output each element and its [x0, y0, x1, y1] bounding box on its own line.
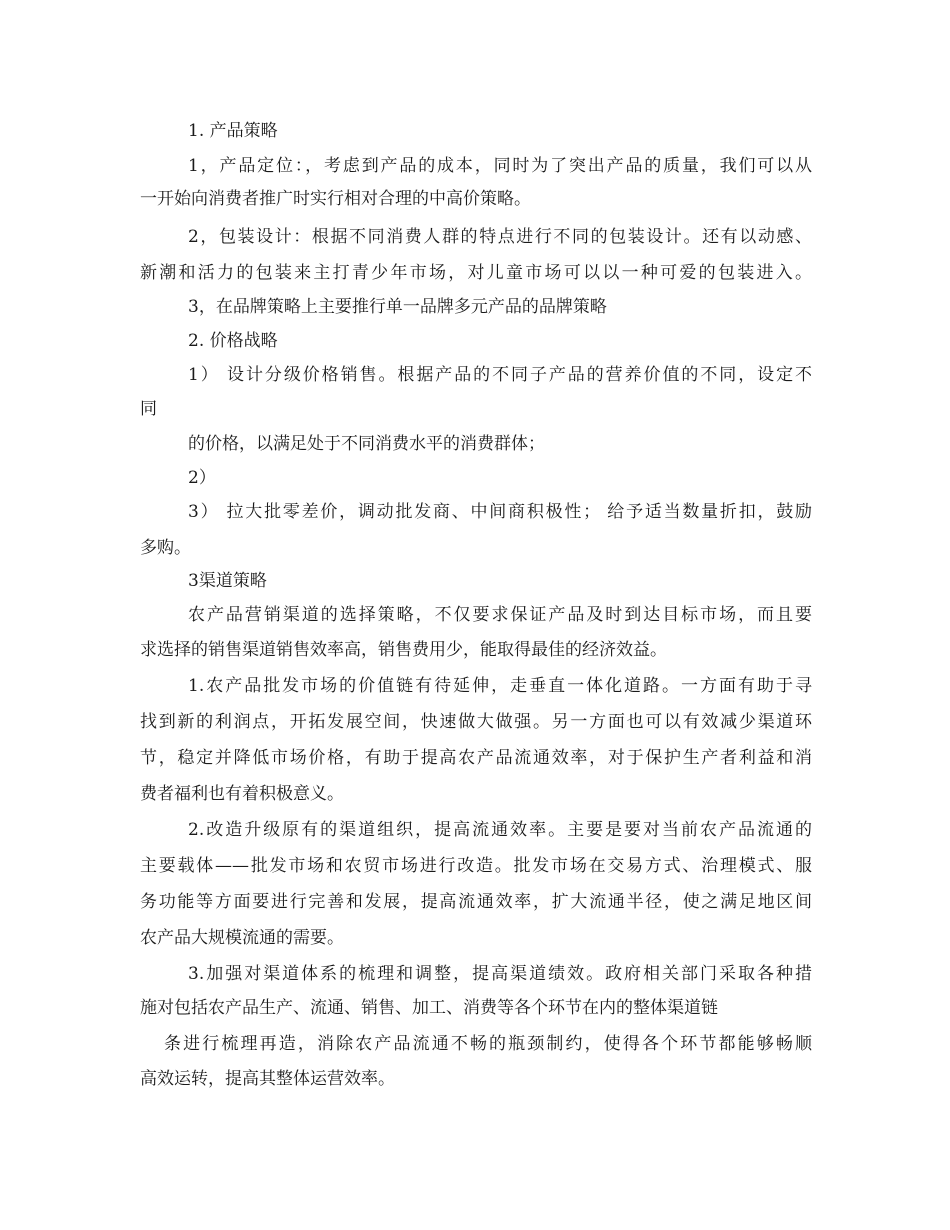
paragraph-line: 农产品大规模流通的需要。: [140, 928, 344, 948]
paragraph-line: 3.加强对渠道体系的梳理和调整，提高渠道绩效。政府相关部门采取各种措: [188, 964, 812, 984]
paragraph-line: 节，稳定并降低市场价格，有助于提高农产品流通效率，对于保护生产者利益和消: [140, 748, 812, 768]
paragraph-line: 3，在品牌策略上主要推行单一品牌多元产品的品牌策略: [188, 297, 607, 317]
paragraph-line: 找到新的利润点，开拓发展空间，快速做大做强。另一方面也可以有效减少渠道环: [140, 712, 812, 732]
list-item-line: 多购。: [140, 538, 191, 558]
paragraph-line: 农产品营销渠道的选择策略，不仅要求保证产品及时到达目标市场，而且要: [188, 605, 812, 625]
heading-price-strategy: 2. 价格战略: [188, 331, 278, 351]
paragraph-line: 新潮和活力的包装来主打青少年市场，对儿童市场可以以一种可爱的包装进入。: [140, 263, 812, 283]
list-item-line: 的价格，以满足处于不同消费水平的消费群体；: [188, 434, 545, 454]
paragraph-line: 2.改造升级原有的渠道组织，提高流通效率。主要是要对当前农产品流通的: [188, 820, 812, 840]
list-item-line: 3） 拉大批零差价，调动批发商、中间商积极性； 给予适当数量折扣，鼓励: [188, 502, 812, 522]
paragraph-line: 1，产品定位：，考虑到产品的成本，同时为了突出产品的质量，我们可以从: [188, 156, 812, 176]
paragraph-line: 主要载体——批发市场和农贸市场进行改造。批发市场在交易方式、治理模式、服: [140, 856, 812, 876]
paragraph-line: 费者福利也有着积极意义。: [140, 784, 344, 804]
paragraph-line: 高效运转，提高其整体运营效率。: [140, 1069, 395, 1089]
list-item-line: 1） 设计分级价格销售。根据产品的不同子产品的营养价值的不同，设定不: [188, 365, 812, 385]
list-item-line: 同: [140, 399, 157, 419]
heading-channel-strategy: 3渠道策略: [188, 571, 267, 591]
paragraph-line: 2，包装设计：根据不同消费人群的特点进行不同的包装设计。还有以动感、: [188, 227, 812, 247]
paragraph-line: 一开始向消费者推广时实行相对合理的中高价策略。: [140, 189, 531, 209]
list-item-line: 2）: [188, 468, 216, 488]
paragraph-line: 条进行梳理再造，消除农产品流通不畅的瓶颈制约，使得各个环节都能够畅顺: [164, 1034, 812, 1054]
paragraph-line: 求选择的销售渠道销售效率高，销售费用少，能取得最佳的经济效益。: [140, 640, 667, 660]
paragraph-line: 施对包括农产品生产、流通、销售、加工、消费等各个环节在内的整体渠道链: [140, 998, 718, 1018]
paragraph-line: 务功能等方面要进行完善和发展，提高流通效率，扩大流通半径，使之满足地区间: [140, 892, 812, 912]
heading-product-strategy: 1. 产品策略: [188, 121, 278, 141]
paragraph-line: 1.农产品批发市场的价值链有待延伸，走垂直一体化道路。一方面有助于寻: [188, 676, 812, 696]
